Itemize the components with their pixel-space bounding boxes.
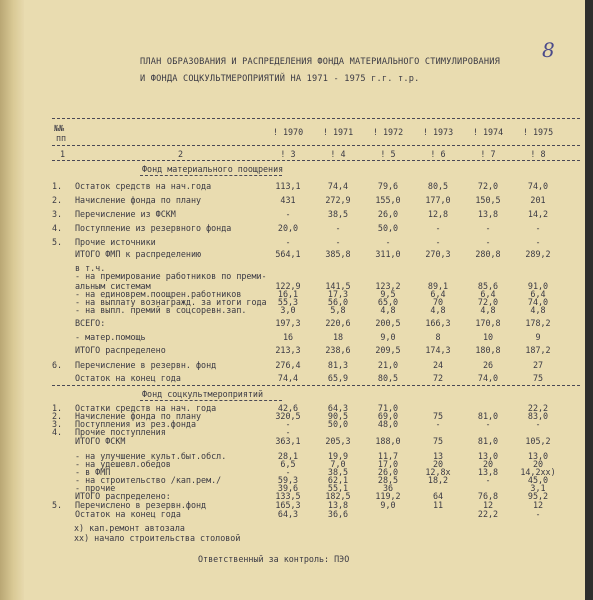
row-value: 8: [435, 332, 441, 342]
row-value: 42,6: [277, 403, 299, 413]
row-value: 363,1: [275, 436, 301, 446]
row-number: 3.: [52, 419, 63, 429]
row-value: 182,5: [325, 491, 351, 501]
row-value: 123,2: [375, 281, 401, 291]
row-value: 21,0: [377, 360, 399, 370]
row-value: 13,8: [477, 467, 499, 477]
row-value: 69,0: [377, 411, 399, 421]
row-number: 3.: [52, 209, 63, 219]
header-year: ! 1973: [422, 127, 454, 137]
row-value: 17,3: [327, 289, 349, 299]
row-value: 90,5: [327, 411, 349, 421]
row-value: 178,2: [525, 318, 551, 328]
header-col-number: ! 3: [280, 149, 296, 159]
row-value: 38,5: [327, 467, 349, 477]
row-value: 13,0: [477, 451, 499, 461]
row-value: 45,0: [527, 475, 549, 485]
row-value: 75: [432, 436, 444, 446]
row-value: 64,3: [327, 403, 349, 413]
row-value: 38,5: [327, 209, 349, 219]
rule-colnums: [52, 160, 580, 161]
row-value: 80,5: [377, 373, 399, 383]
row-value: 209,5: [375, 345, 401, 355]
row-number: 5.: [52, 500, 63, 510]
row-value: 20: [482, 459, 494, 469]
row-value: 80,5: [427, 181, 449, 191]
row-value: -: [535, 509, 541, 519]
row-value: 4,8: [430, 305, 446, 315]
row-value: 24: [432, 360, 444, 370]
row-value: 74,0: [477, 373, 499, 383]
row-value: -: [435, 223, 441, 233]
header-no-top: №№: [54, 123, 65, 133]
title-line-1: ПЛАН ОБРАЗОВАНИЯ И РАСПРЕДЕЛЕНИЯ ФОНДА МАТЕРИАЛЬНОГО СТИМУЛИРОВАНИЯ: [140, 57, 501, 67]
row-label: - на выплату вознагражд. за итоги года: [75, 297, 267, 307]
row-value: 238,6: [325, 345, 351, 355]
row-value: 155,0: [375, 195, 401, 205]
row-value: 3,1: [530, 483, 546, 493]
row-value: 20,0: [277, 223, 299, 233]
row-value: 6,4: [530, 289, 546, 299]
row-label: ВСЕГО:: [75, 318, 106, 328]
row-value: 75: [532, 373, 544, 383]
row-value: -: [485, 223, 491, 233]
footnote-1: x) кап.ремонт автозала: [74, 523, 185, 533]
row-label: - на премирование работников по преми-: [75, 271, 267, 281]
row-value: 276,4: [275, 360, 301, 370]
row-value: 12,8x: [425, 467, 451, 477]
row-value: 55,1: [327, 483, 349, 493]
row-label: Поступления из рез.фонда: [75, 419, 197, 429]
row-value: 74,0: [527, 181, 549, 191]
row-value: 74,0: [527, 297, 549, 307]
row-value: 113,1: [275, 181, 301, 191]
row-label: - в ФМП: [75, 467, 111, 477]
row-value: 12,8: [427, 209, 449, 219]
row-value: 177,0: [425, 195, 451, 205]
row-value: 26,0: [377, 467, 399, 477]
row-value: 270,3: [425, 249, 451, 259]
row-value: 74,4: [327, 181, 349, 191]
row-label: - на строительство /кап.рем./: [75, 475, 222, 485]
row-label: - на единоврем.поощрен.работников: [75, 289, 242, 299]
row-value: 165,3: [275, 500, 301, 510]
row-value: 3,0: [280, 305, 296, 315]
row-value: -: [435, 237, 441, 247]
binding-edge: [0, 0, 24, 600]
row-value: -: [285, 237, 291, 247]
row-value: 150,5: [475, 195, 501, 205]
row-label: альным системам: [75, 281, 151, 291]
row-value: 75: [432, 411, 444, 421]
row-value: 201: [530, 195, 546, 205]
row-value: 280,8: [475, 249, 501, 259]
row-label: Остатки средств на нач. года: [75, 403, 217, 413]
row-value: 22,2: [527, 403, 549, 413]
signature-line: Ответственный за контроль: ПЭО: [198, 554, 350, 564]
row-label: ИТОГО распределено:: [75, 491, 171, 501]
row-value: 122,9: [275, 281, 301, 291]
row-value: 81,0: [477, 436, 499, 446]
row-value: 10: [482, 332, 494, 342]
row-value: 141,5: [325, 281, 351, 291]
row-value: 20: [432, 459, 444, 469]
row-value: 26: [482, 360, 494, 370]
row-value: 187,2: [525, 345, 551, 355]
header-no-bottom: пп: [56, 133, 67, 143]
row-label: - на выпл. премий в соцсоревн.зап.: [75, 305, 247, 315]
row-value: -: [485, 475, 491, 485]
row-value: 56,0: [327, 297, 349, 307]
row-value: 20: [532, 459, 544, 469]
header-col-number: ! 8: [530, 149, 546, 159]
row-value: -: [535, 223, 541, 233]
row-value: 11: [432, 500, 444, 510]
row-value: -: [335, 223, 341, 233]
title-line-2: И ФОНДА СОЦКУЛЬТМЕРОПРИЯТИЙ НА 1971 - 1975 г.г. т.р.: [140, 74, 420, 84]
row-value: 59,3: [277, 475, 299, 485]
row-value: 81,0: [477, 411, 499, 421]
row-value: 9,0: [380, 332, 396, 342]
row-value: 174,3: [425, 345, 451, 355]
row-label: Перечисление из ФСКМ: [75, 209, 176, 219]
row-label: Начисление фонда по плану: [75, 411, 202, 421]
row-label: в т.ч.: [75, 263, 106, 273]
row-label: Поступление из резервного фонда: [75, 223, 232, 233]
row-value: 50,0: [327, 419, 349, 429]
row-value: 4,8: [530, 305, 546, 315]
row-label: Перечисление в резервн. фонд: [75, 360, 217, 370]
row-value: 9: [535, 332, 541, 342]
header-year: ! 1974: [472, 127, 504, 137]
row-value: 119,2: [375, 491, 401, 501]
row-value: 91,0: [527, 281, 549, 291]
header-year: ! 1970: [272, 127, 304, 137]
row-value: 13,0: [527, 451, 549, 461]
row-value: -: [385, 237, 391, 247]
row-number: 5.: [52, 237, 63, 247]
row-value: -: [285, 419, 291, 429]
colnum-2: 2: [178, 149, 184, 159]
row-value: 6,5: [280, 459, 296, 469]
row-label: ИТОГО ФСКМ: [75, 436, 126, 446]
rule-header: [52, 145, 580, 146]
row-value: 11,7: [377, 451, 399, 461]
row-value: 72: [432, 373, 444, 383]
row-value: 6,4: [480, 289, 496, 299]
header-year: ! 1975: [522, 127, 554, 137]
row-value: 311,0: [375, 249, 401, 259]
row-label: Остаток на конец года: [75, 373, 181, 383]
row-value: 79,6: [377, 181, 399, 191]
section2-title: Фонд соцкультмероприятий: [142, 389, 264, 399]
header-col-number: ! 6: [430, 149, 446, 159]
row-label: ИТОГО ФМП к распределению: [75, 249, 202, 259]
page-number: 8: [542, 38, 555, 62]
row-value: 18,2: [427, 475, 449, 485]
row-value: 200,5: [375, 318, 401, 328]
row-value: 55,3: [277, 297, 299, 307]
footnote-2: xx) начало строительства столовой: [74, 533, 241, 543]
row-value: 28,1: [277, 451, 299, 461]
row-value: 5,8: [330, 305, 346, 315]
row-value: 220,6: [325, 318, 351, 328]
row-value: 95,2: [527, 491, 549, 501]
row-value: -: [335, 237, 341, 247]
row-value: 166,3: [425, 318, 451, 328]
row-value: 39,6: [277, 483, 299, 493]
row-value: 16,1: [277, 289, 299, 299]
row-value: 83,0: [527, 411, 549, 421]
row-value: 12: [482, 500, 494, 510]
row-value: 64: [432, 491, 444, 501]
row-value: 320,5: [275, 411, 301, 421]
section1-underline: [140, 175, 282, 176]
row-value: 81,3: [327, 360, 349, 370]
row-value: -: [285, 209, 291, 219]
row-value: 6,4: [430, 289, 446, 299]
row-number: 6.: [52, 360, 63, 370]
row-value: 89,1: [427, 281, 449, 291]
row-label: - матер.помощь: [75, 332, 146, 342]
row-label: Прочие источники: [75, 237, 156, 247]
row-value: 14,2xx): [520, 467, 556, 477]
header-col-number: ! 4: [330, 149, 346, 159]
row-value: 70: [432, 297, 444, 307]
row-value: 62,1: [327, 475, 349, 485]
row-value: 71,0: [377, 403, 399, 413]
row-number: 2.: [52, 411, 63, 421]
row-value: 18: [332, 332, 344, 342]
row-value: 72,0: [477, 181, 499, 191]
row-value: 205,3: [325, 436, 351, 446]
row-label: ИТОГО распределено: [75, 345, 166, 355]
row-value: 13,8: [477, 209, 499, 219]
rule-section2: [52, 385, 580, 386]
row-value: 564,1: [275, 249, 301, 259]
row-value: 27: [532, 360, 544, 370]
row-value: 36,6: [327, 509, 349, 519]
row-value: 188,0: [375, 436, 401, 446]
row-value: 48,0: [377, 419, 399, 429]
row-value: 22,2: [477, 509, 499, 519]
row-number: 1.: [52, 403, 63, 413]
row-number: 1.: [52, 181, 63, 191]
row-value: 50,0: [377, 223, 399, 233]
section1-title: Фонд материального поощрения: [142, 164, 284, 174]
row-value: 36: [382, 483, 394, 493]
row-value: 14,2: [527, 209, 549, 219]
row-value: 17,0: [377, 459, 399, 469]
header-year: ! 1972: [372, 127, 404, 137]
row-value: 13,8: [327, 500, 349, 510]
row-label: Начисление фонда по плану: [75, 195, 202, 205]
row-label: - на улучшение культ.быт.обсл.: [75, 451, 227, 461]
row-value: 65,0: [377, 297, 399, 307]
row-value: 9,5: [380, 289, 396, 299]
row-value: 170,8: [475, 318, 501, 328]
row-value: 76,8: [477, 491, 499, 501]
row-value: -: [535, 419, 541, 429]
row-value: 431: [280, 195, 296, 205]
row-value: 12: [532, 500, 544, 510]
row-number: 2.: [52, 195, 63, 205]
header-year: ! 1971: [322, 127, 354, 137]
row-value: 72,0: [477, 297, 499, 307]
scan-border: [585, 0, 593, 600]
row-value: 7,0: [330, 459, 346, 469]
row-label: Перечислено в резервн.фонд: [75, 500, 207, 510]
row-value: 85,6: [477, 281, 499, 291]
row-value: 197,3: [275, 318, 301, 328]
row-value: 180,8: [475, 345, 501, 355]
row-label: - прочие: [75, 483, 116, 493]
row-value: 9,0: [380, 500, 396, 510]
row-value: 213,3: [275, 345, 301, 355]
colnum-1: 1: [60, 149, 66, 159]
row-value: -: [485, 419, 491, 429]
row-value: 28,5: [377, 475, 399, 485]
row-value: 4,8: [380, 305, 396, 315]
row-label: Остаток средств на нач.года: [75, 181, 212, 191]
row-value: -: [435, 419, 441, 429]
row-value: 133,5: [275, 491, 301, 501]
rule-top: [52, 118, 580, 119]
row-value: -: [535, 237, 541, 247]
row-value: 105,2: [525, 436, 551, 446]
row-value: -: [285, 427, 291, 437]
row-value: 65,9: [327, 373, 349, 383]
header-col-number: ! 7: [480, 149, 496, 159]
row-value: 16: [282, 332, 294, 342]
row-label: Прочие поступления: [75, 427, 166, 437]
section2-underline: [140, 400, 282, 401]
row-value: 385,8: [325, 249, 351, 259]
row-label: - на удешевл.обедов: [75, 459, 171, 469]
row-value: -: [285, 467, 291, 477]
row-value: 64,3: [277, 509, 299, 519]
row-value: 289,2: [525, 249, 551, 259]
row-value: -: [485, 237, 491, 247]
row-value: 26,0: [377, 209, 399, 219]
row-value: 4,8: [480, 305, 496, 315]
header-col-number: ! 5: [380, 149, 396, 159]
row-value: 13: [432, 451, 444, 461]
row-value: 19,9: [327, 451, 349, 461]
row-number: 4.: [52, 223, 63, 233]
row-value: 272,9: [325, 195, 351, 205]
row-number: 4.: [52, 427, 63, 437]
row-label: Остаток на конец года: [75, 509, 181, 519]
row-value: 74,4: [277, 373, 299, 383]
